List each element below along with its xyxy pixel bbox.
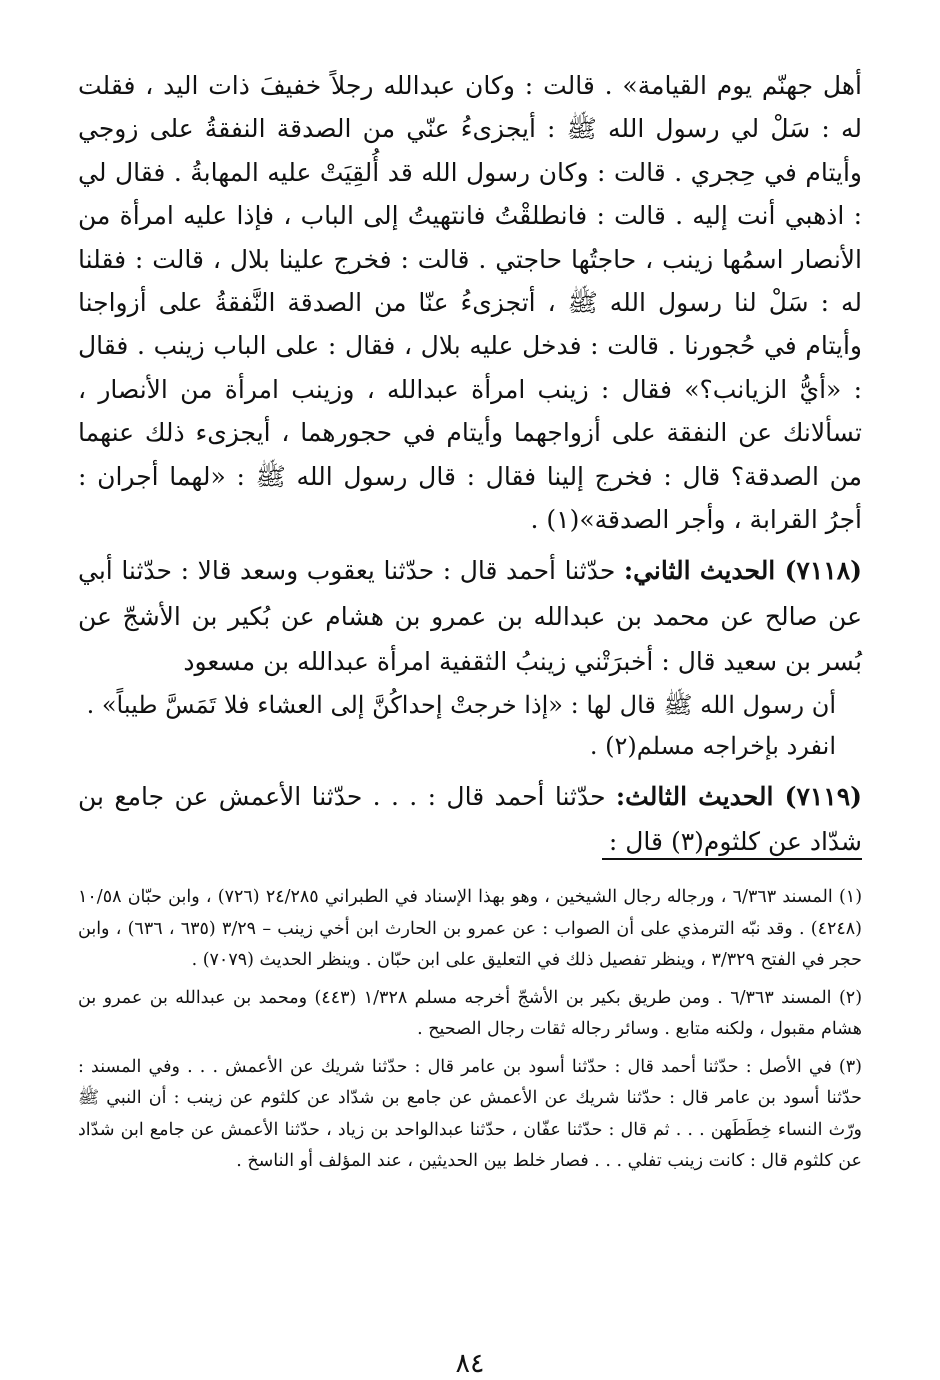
hadith-7119-isnad-paragraph [78, 774, 862, 865]
hadith-7118-isnad-paragraph [78, 548, 862, 685]
hadith-7118-matn: أن رسول الله ﷺ قال لها : «إذا خرجتْ إحداكُنَّ إلى العشاء فلا تَمَسَّ طيباً» . [86, 690, 836, 719]
hadith-7119-isnad: حدّثنا أحمد قال : . . . حدّثنا الأعمش عن جامع بن شدّاد عن كلثوم(٣) قال : [78, 781, 862, 857]
hadith-7119 [78, 774, 862, 865]
book-page [78, 64, 862, 1380]
hadith-7118-isnad: حدّثنا أحمد قال : حدّثنا يعقوب وسعد قالا : حدّثنا أبي عن صالح عن محمد بن عبدالله بن عمرو بن هشام عن بُكير بن الأشجّ عن بُسر بن سعيد قال : أخبرَتْني زينبُ الثقفية امرأة عبدالله بن مسعود [78, 556, 862, 677]
page-number: ٨٤ [455, 1348, 485, 1379]
footnote-divider [602, 858, 862, 860]
hadith-7118 [78, 548, 862, 767]
hadith-7119-label: (٧١١٩) الحديث الثالث: [615, 781, 863, 811]
footnote-2: (٢) المسند ٦/٣٦٣ . ومن طريق بكير بن الأشجّ أخرجه مسلم ١/٣٢٨ (٤٤٣) ومحمد بن عبدالله بن عمرو بن هشام مقبول ، ولكنه متابع . وسائر رجاله ثقات رجال الصحيح . [78, 987, 863, 1039]
footnotes [78, 882, 862, 1184]
footnote-1: (١) المسند ٦/٣٦٣ ، ورجاله رجال الشيخين ، وهو بهذا الإسناد في الطبراني ٢٤/٢٨٥ (٧٢٦) ، وابن حبّان ١٠/٥٨ (٤٢٤٨) . وقد نبّه الترمذي على أن الصواب : عن عمرو بن الحارث ابن أخي زينب – ٣/٢٩ (٦٣٥ ، ٦٣٦) ، وابن حجر في الفتح ٣/٣٢٩ ، وينظر تفصيل ذلك في التعليق على ابن حبّان . وينظر الحديث (٧٠٧٩) . [78, 887, 863, 970]
hadith-7118-label: (٧١١٨) الحديث الثاني: [623, 556, 862, 586]
hadith-7118-note: انفرد بإخراجه مسلم(٢) . [589, 731, 836, 760]
hadith-continuation-text: أهل جهنّم يوم القيامة» . قالت : وكان عبدالله رجلاً خفيفَ ذات اليد ، فقلت له : سَلْ لي رسول الله ﷺ : أيجزىءُ عنّي من الصدقة النفقةُ على زوجي وأيتام في حِجري . قالت : وكان رسول الله قد أُلقِيَتْ عليه المهابةُ . فقال لي : اذهبي أنت إليه . قالت : فانطلقْتُ فانتهيتُ إلى الباب ، فإذا عليه امرأة من الأنصار اسمُها زينب ، حاجتُها حاجتي . قالت : فخرج علينا بلال ، قالت : فقلنا له : سَلْ لنا رسول الله ﷺ ، أتجزىءُ عنّا من الصدقة النَّفقةُ على أزواجنا وأيتام في حُجورنا . قالت : فدخل عليه بلال ، فقال : على الباب زينب . فقال : «أيُّ الزيانب؟» فقال : زينب امرأة عبدالله ، وزينب امرأة من الأنصار ، تسألانك عن النفقة على أزواجهما وأيتام في حجورهما ، أيجزىء ذلك عنهما من الصدقة؟ قال : فخرج إلينا فقال : قال رسول الله ﷺ : «لهما أجران : أجرُ القرابة ، وأجر الصدقة»(١) . [78, 71, 862, 535]
footnote-3: (٣) في الأصل : حدّثنا أحمد قال : حدّثنا أسود بن عامر قال : حدّثنا شريك عن الأعمش . . . وفي المسند : حدّثنا أسود بن عامر قال : حدّثنا شريك عن الأعمش عن جامع بن شدّاد عن كلثوم عن زينب : أن النبي ﷺ ورّث النساء خِطَطَهن . . . ثم قال : حدّثنا عفّان ، حدّثنا عبدالواحد بن زياد ، حدّثنا الأعمش عن جامع ابن شدّاد عن كلثوم قال : كانت زينب تفلي . . . فصار خلط بين الحديثين ، عند المؤلف أو الناسخ . [78, 1056, 862, 1171]
